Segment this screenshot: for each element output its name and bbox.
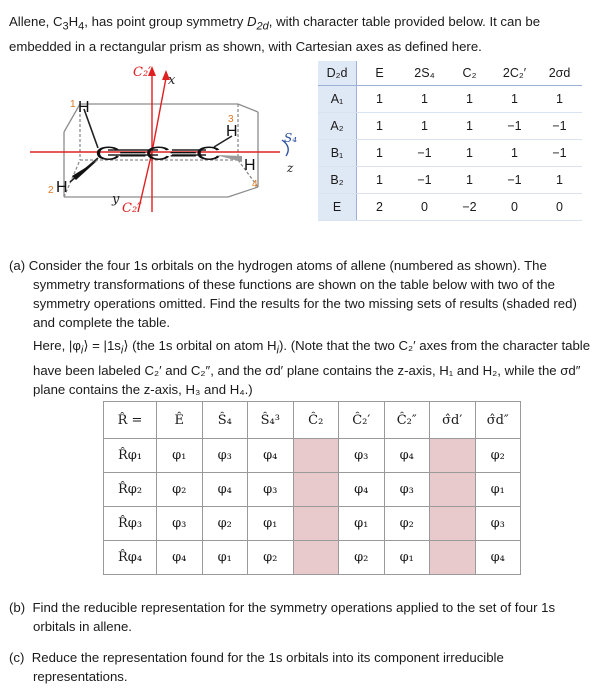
point-group-symbol: D xyxy=(247,14,257,29)
note-text-2: ⟩ = |1s xyxy=(83,338,121,353)
result-cell: φ₄ xyxy=(248,439,294,473)
ct-cell: 1 xyxy=(492,86,537,113)
missing-sigma-d-prime-cell[interactable] xyxy=(430,507,476,541)
note-sub-1: i xyxy=(80,344,84,357)
intro-text-4: , with character table provided below. It can be embedded in a rectangular prism as shown, with Cartesian axes as defined here. xyxy=(9,14,541,54)
h1-number: 1 xyxy=(70,99,76,110)
question-b-text: Find the reducible representation for the symmetry operations applied to the set of four 1s orbitals in allene. xyxy=(32,600,556,634)
intro-paragraph xyxy=(9,12,594,56)
ct-cell: −1 xyxy=(402,167,447,194)
missing-sigma-d-prime-cell[interactable] xyxy=(430,439,476,473)
operator-header: Ĉ₂′ xyxy=(339,402,385,439)
ct-cell: 2 xyxy=(357,194,403,221)
question-c-label: (c) xyxy=(9,650,25,665)
operator-header: σ̂d″ xyxy=(475,402,521,439)
operator-header: Ĉ₂ xyxy=(293,402,339,439)
group-label: D₂d xyxy=(318,61,357,86)
ct-row xyxy=(318,194,582,221)
ct-cell: 1 xyxy=(357,167,403,194)
question-b xyxy=(9,598,594,636)
result-cell: φ₁ xyxy=(202,541,248,575)
ct-cell: −1 xyxy=(537,113,582,140)
point-group-sub: 2d xyxy=(256,20,269,33)
character-table xyxy=(318,61,582,221)
results-row xyxy=(104,473,521,507)
ct-cell: 1 xyxy=(492,140,537,167)
ct-cell: 1 xyxy=(357,86,403,113)
ct-cell: 1 xyxy=(402,113,447,140)
irrep-label: E xyxy=(318,194,357,221)
question-a-text: Consider the four 1s orbitals on the hydrogen atoms of allene (numbered as shown). The symmetry transformations of these functions are shown on the table below with two of the symmetry operations omitted. Find the results for the two missing sets of results (shaded red) and complete the table. xyxy=(28,258,577,330)
operator-header: Ĉ₂″ xyxy=(384,402,430,439)
note-text-1: Here, |φ xyxy=(33,338,81,353)
ct-cell: 0 xyxy=(492,194,537,221)
h3-number: 3 xyxy=(228,114,234,125)
missing-c2-cell[interactable] xyxy=(293,541,339,575)
ct-cell: 1 xyxy=(447,113,492,140)
result-cell: φ₁ xyxy=(339,507,385,541)
result-cell: φ₁ xyxy=(475,473,521,507)
s4-axis-label: S₄ xyxy=(284,131,298,145)
question-c-text: Reduce the representation found for the 1s orbitals into its component irreducible representations. xyxy=(31,650,504,684)
result-cell: φ₂ xyxy=(157,473,203,507)
missing-c2-cell[interactable] xyxy=(293,473,339,507)
result-cell: φ₄ xyxy=(202,473,248,507)
ct-cell: 1 xyxy=(537,86,582,113)
missing-c2-cell[interactable] xyxy=(293,439,339,473)
result-cell: φ₄ xyxy=(475,541,521,575)
results-row xyxy=(104,507,521,541)
question-c xyxy=(9,648,594,686)
result-cell: φ₂ xyxy=(202,507,248,541)
results-row xyxy=(104,541,521,575)
irrep-label: B₁ xyxy=(318,140,357,167)
ct-cell: 1 xyxy=(447,86,492,113)
allene-prism-diagram xyxy=(0,52,312,242)
z-axis-label: z xyxy=(287,161,294,175)
result-cell: φ₃ xyxy=(475,507,521,541)
operator-header: Ŝ₄ xyxy=(202,402,248,439)
ct-cell: −1 xyxy=(537,140,582,167)
note-sub-2: i xyxy=(120,344,124,357)
note-sub-3: i xyxy=(276,344,279,357)
irrep-label: B₂ xyxy=(318,167,357,194)
missing-c2-cell[interactable] xyxy=(293,507,339,541)
missing-sigma-d-prime-cell[interactable] xyxy=(430,541,476,575)
c2p-axis-label: C₂′ xyxy=(133,65,152,80)
result-cell: φ₁ xyxy=(384,541,430,575)
intro-text-1: Allene, C xyxy=(9,14,63,29)
ct-cell: −1 xyxy=(492,113,537,140)
result-cell: φ₂ xyxy=(384,507,430,541)
character-table-header xyxy=(318,61,582,86)
result-cell: φ₂ xyxy=(248,541,294,575)
intro-sub-4: 4 xyxy=(78,20,85,33)
row-label: R̂φ₁ xyxy=(104,439,157,473)
result-cell: φ₁ xyxy=(157,439,203,473)
row-label: R̂φ₃ xyxy=(104,507,157,541)
ct-row xyxy=(318,113,582,140)
ct-cell: 1 xyxy=(357,140,403,167)
question-b-label: (b) xyxy=(9,600,26,615)
result-cell: φ₂ xyxy=(475,439,521,473)
c2pp-axis-label: C₂″ xyxy=(122,201,143,216)
h2-number: 2 xyxy=(48,185,54,196)
result-cell: φ₃ xyxy=(248,473,294,507)
intro-text-3: , has point group symmetry xyxy=(84,14,248,29)
ct-cell: −1 xyxy=(492,167,537,194)
result-cell: φ₂ xyxy=(339,541,385,575)
ct-cell: 1 xyxy=(447,167,492,194)
intro-sub-3: 3 xyxy=(62,20,69,33)
ct-cell: 1 xyxy=(537,167,582,194)
results-row xyxy=(104,439,521,473)
ct-cell: 1 xyxy=(447,140,492,167)
x-axis-label: x xyxy=(168,73,176,88)
h2-atom: H xyxy=(56,179,68,196)
ct-cell: 0 xyxy=(402,194,447,221)
results-header-row xyxy=(104,402,521,439)
question-a xyxy=(9,256,594,332)
irrep-label: A₁ xyxy=(318,86,357,113)
result-cell: φ₁ xyxy=(248,507,294,541)
note-text-3: ⟩ (the 1s orbital on atom H xyxy=(123,338,277,353)
result-cell: φ₄ xyxy=(384,439,430,473)
h4-number: 4 xyxy=(252,179,258,190)
symmetry-results-table xyxy=(103,401,521,575)
intro-text-2: H xyxy=(68,14,79,29)
operator-header: Ŝ₄³ xyxy=(248,402,294,439)
result-cell: φ₃ xyxy=(339,439,385,473)
result-cell: φ₄ xyxy=(339,473,385,507)
h4-atom: H xyxy=(244,157,256,174)
ct-header: 2S₄ xyxy=(402,61,447,86)
question-a-label: (a) xyxy=(9,258,26,273)
notation-note xyxy=(33,336,595,399)
ct-row xyxy=(318,167,582,194)
result-cell: φ₃ xyxy=(202,439,248,473)
result-cell: φ₃ xyxy=(384,473,430,507)
ct-cell: 0 xyxy=(537,194,582,221)
operator-header: σ̂d′ xyxy=(430,402,476,439)
h3-atom: H xyxy=(226,123,238,140)
y-axis-label: y xyxy=(112,192,120,207)
ct-cell: 1 xyxy=(402,86,447,113)
irrep-label: A₂ xyxy=(318,113,357,140)
h1-atom: H xyxy=(78,99,90,116)
row-label: R̂φ₂ xyxy=(104,473,157,507)
carbon-chain: C═C═C xyxy=(95,144,221,165)
ct-row xyxy=(318,86,582,113)
note-text-4: ). (Note that the two C₂′ axes from the character table have been labeled C₂′ and C₂″, and the σd′ plane contains the z-axis, H₁ and H₂, while the σd″ plane contains the z-axis, H₃ and H₄.) xyxy=(33,338,591,397)
ct-cell: −1 xyxy=(402,140,447,167)
row-label: R̂φ₄ xyxy=(104,541,157,575)
ct-row xyxy=(318,140,582,167)
ct-cell: −2 xyxy=(447,194,492,221)
ct-cell: 1 xyxy=(357,113,403,140)
ct-header: 2C₂′ xyxy=(492,61,537,86)
operator-header: R̂ = xyxy=(104,402,157,439)
missing-sigma-d-prime-cell[interactable] xyxy=(430,473,476,507)
ct-header: C₂ xyxy=(447,61,492,86)
operator-header: Ê xyxy=(157,402,203,439)
ct-header: E xyxy=(357,61,403,86)
ct-header: 2σd xyxy=(537,61,582,86)
result-cell: φ₃ xyxy=(157,507,203,541)
result-cell: φ₄ xyxy=(157,541,203,575)
